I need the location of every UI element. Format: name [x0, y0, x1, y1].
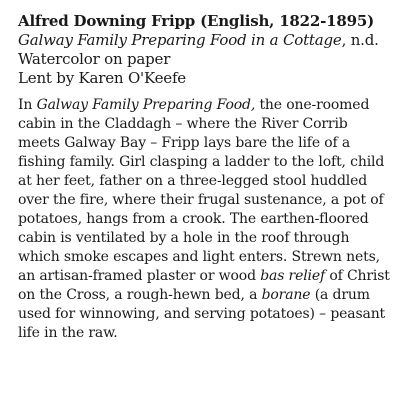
- description-line: [18, 305, 386, 324]
- text-run: at her feet, father on a three-legged stool huddled: [18, 173, 368, 189]
- italic-term: borane: [261, 287, 311, 303]
- text-run: on the Cross, a rough-hewn bed, a: [18, 287, 262, 303]
- description-line: [18, 191, 386, 210]
- description-line: [18, 115, 386, 134]
- description-line: [18, 286, 386, 305]
- description-line: [18, 134, 386, 153]
- description-line: [18, 229, 386, 248]
- description-line: [18, 172, 386, 191]
- medium-line: Watercolor on paper: [18, 50, 171, 68]
- italic-term: bas relief: [260, 268, 326, 284]
- artwork-title: Galway Family Preparing Food in a Cottage: [18, 31, 342, 49]
- text-run: of Christ: [325, 268, 390, 284]
- title-line: [18, 31, 386, 50]
- text-run: which smoke escapes and light enters. Strewn nets,: [18, 249, 380, 265]
- text-run: fishing family. Girl clasping a ladder to the loft, child: [18, 154, 385, 170]
- museum-label: [18, 12, 390, 343]
- text-run: an artisan-framed plaster or wood: [18, 268, 261, 284]
- artist-line: Alfred Downing Fripp (English, 1822-1895): [18, 12, 375, 30]
- description-line: [18, 267, 390, 286]
- description-line: [18, 210, 386, 229]
- description-line: [18, 248, 386, 267]
- description-line: [18, 153, 386, 172]
- description-paragraph: [18, 96, 390, 343]
- description-line: [18, 324, 386, 343]
- text-run: over the fire, where their frugal sustenance, a pot of: [18, 192, 384, 208]
- text-run: the one-roomed: [255, 97, 370, 113]
- text-run: life in the raw.: [18, 325, 118, 341]
- credit-line: Lent by Karen O'Keefe: [18, 69, 186, 87]
- artwork-date: , n.d.: [341, 31, 379, 49]
- text-run: cabin is ventilated by a hole in the roof through: [18, 230, 350, 246]
- text-run: potatoes, hangs from a crook. The earthen-floored: [18, 211, 369, 227]
- text-run: (a drum: [310, 287, 370, 303]
- italic-term: Galway Family Preparing Food,: [36, 97, 256, 113]
- text-run: In: [18, 97, 37, 113]
- text-run: meets Galway Bay – Fripp lays bare the life of a: [18, 135, 351, 151]
- text-run: cabin in the Claddagh – where the River Corrib: [18, 116, 348, 132]
- text-run: used for winnowing, and serving potatoes) – peasant: [18, 306, 386, 322]
- label-header: [18, 12, 386, 88]
- description-line: [18, 96, 386, 115]
